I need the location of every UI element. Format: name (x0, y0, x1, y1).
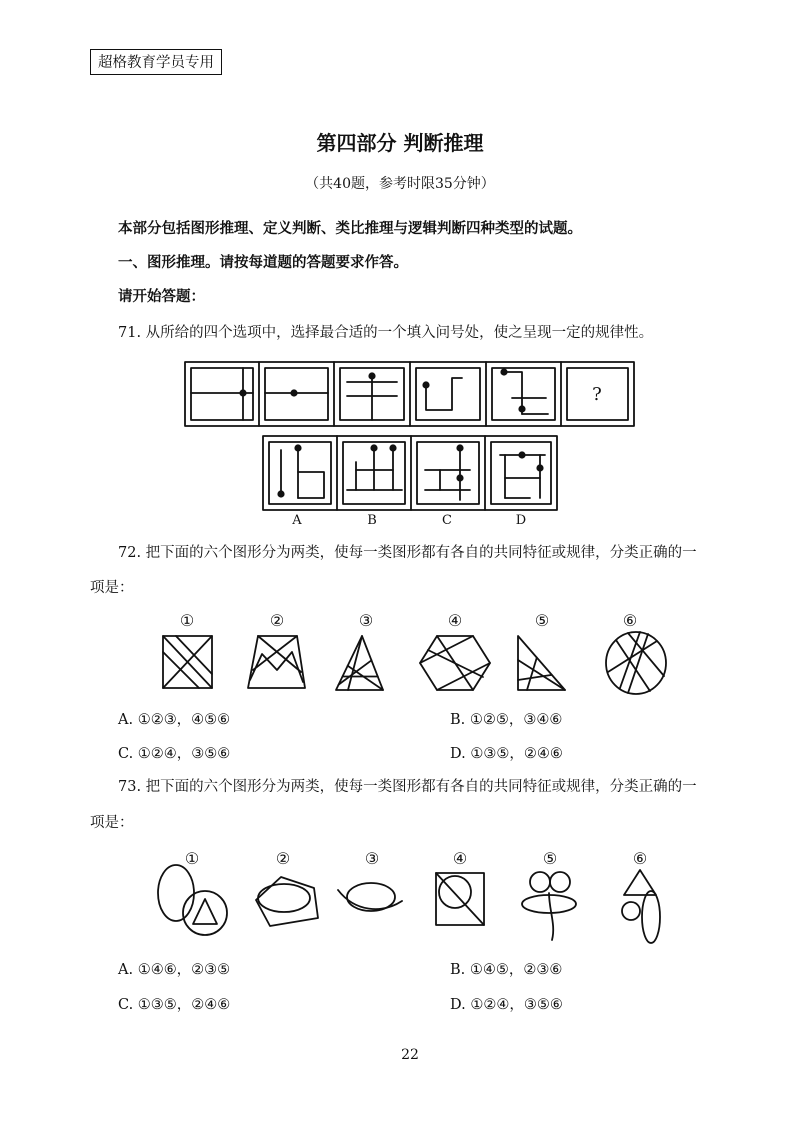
figure-dot (518, 451, 525, 458)
figure-number-6: ⑥ (622, 611, 638, 630)
section-title: 第四部分 判断推理 (316, 131, 484, 155)
q71-option-b-figure (343, 442, 405, 504)
figure-dot (500, 368, 507, 375)
figure-dot (536, 464, 543, 471)
q72-figure-1-square (163, 636, 212, 688)
figure-number-2: ② (269, 611, 285, 630)
q71-option-d-figure (491, 442, 551, 504)
intro-line-1: 本部分包括图形推理、定义判断、类比推理与逻辑判断四种类型的试题。 (118, 220, 582, 237)
right-triangle-shape (518, 636, 565, 690)
ellipse-shape (642, 891, 660, 943)
q71-cell-6 (567, 368, 628, 420)
figure-dot (370, 444, 377, 451)
figure-dot (456, 474, 463, 481)
option-label-b: B (367, 513, 377, 528)
figure-dot (422, 381, 429, 388)
figure-line (620, 632, 640, 688)
q72-stem-line-1: 72. 把下面的六个图形分为两类，使每一类图形都有各自的共同特征或规律，分类正确的一 (118, 545, 697, 561)
q73-figure-1 (158, 865, 227, 935)
intro-line-3: 请开始答题： (118, 288, 205, 305)
intro-line-2: 一、图形推理。请按每道题的答题要求作答。 (118, 254, 408, 271)
q73-figure-2 (256, 877, 318, 926)
option-label-a: A (292, 513, 302, 528)
figure-line (348, 636, 362, 690)
figure-line (436, 873, 484, 925)
q71-cell-3 (340, 368, 404, 420)
q72-option-a: A. ①②③，④⑤⑥ (118, 712, 231, 728)
q71-cell-1 (191, 368, 253, 420)
figure-number-5: ⑤ (542, 849, 558, 868)
q73-stem-line-2: 项是： (90, 815, 134, 831)
q72-option-d: D. ①③⑤，②④⑥ (450, 746, 563, 762)
ellipse-shape (258, 884, 310, 912)
figure-number-5: ⑤ (534, 611, 550, 630)
q73-option-c: C. ①③⑤，②④⑥ (118, 997, 231, 1013)
circle-shape (530, 872, 550, 892)
q72-stem-line-2: 项是： (90, 580, 134, 596)
figure-number-6: ⑥ (632, 849, 648, 868)
header-stamp: 超格教育学员专用 (90, 49, 222, 75)
figure-dot (277, 490, 284, 497)
figure-line (527, 658, 537, 690)
q73-option-d: D. ①②④，③⑤⑥ (450, 997, 563, 1013)
option-label-c: C (442, 513, 452, 528)
q73-option-a: A. ①④⑥，②③⑤ (118, 962, 231, 978)
triangle-shape (193, 899, 217, 924)
q72-option-c: C. ①②④，③⑤⑥ (118, 746, 231, 762)
q73-figure-3 (338, 883, 402, 911)
figure-dot (294, 444, 301, 451)
q71-option-a-figure (269, 442, 331, 504)
q73-figures (158, 849, 660, 943)
figure-line (428, 650, 483, 677)
q72-figure-4-hexagon (420, 636, 490, 690)
figure-number-4: ④ (452, 849, 468, 868)
figure-number-1: ① (184, 849, 200, 868)
figure-number-3: ③ (358, 611, 374, 630)
q72-figure-5-right-triangle (518, 636, 565, 690)
ellipse-shape (158, 865, 194, 921)
circle-shape (622, 902, 640, 920)
q72-figure-6-ellipse (606, 632, 666, 694)
page-number: 22 (401, 1047, 419, 1063)
q71-option-c-figure (417, 442, 479, 504)
figure-number-2: ② (275, 849, 291, 868)
q71-cell-5 (492, 368, 555, 420)
inner-frame (417, 442, 479, 504)
q73-figure-5 (522, 872, 576, 940)
figure-dot (239, 389, 246, 396)
figure-dot (368, 372, 375, 379)
figure-dot (518, 405, 525, 412)
figure-path (298, 472, 324, 498)
figure-number-4: ④ (447, 611, 463, 630)
q72-figures (163, 611, 666, 694)
figure-path (426, 378, 462, 410)
figure-dot (389, 444, 396, 451)
q71-options-row (263, 436, 557, 528)
q73-option-b: B. ①④⑤，②③⑥ (450, 962, 563, 978)
figure-line (608, 641, 657, 672)
inner-frame (491, 442, 551, 504)
figure-number-1: ① (179, 611, 195, 630)
q72-figure-3-triangle (336, 636, 383, 690)
q72-figure-2-trapezoid (248, 636, 305, 688)
curve-line (549, 893, 553, 940)
q73-figure-6 (622, 870, 660, 943)
q71-cell-2 (265, 368, 328, 420)
q72-option-b: B. ①②⑤，③④⑥ (450, 712, 563, 728)
q71-cell-4 (416, 368, 480, 420)
question-mark: ? (592, 384, 602, 405)
figure-number-3: ③ (364, 849, 380, 868)
q73-figure-4 (436, 873, 484, 925)
section-subtitle: （共40题，参考时限35分钟） (305, 176, 495, 192)
circle-shape (550, 872, 570, 892)
figure-line (518, 660, 565, 690)
q71-stem: 71. 从所给的四个选项中，选择最合适的一个填入问号处，使之呈现一定的规律性。 (118, 325, 654, 341)
q71-sequence-row (185, 362, 634, 426)
figure-dot (290, 389, 297, 396)
option-label-d: D (515, 513, 527, 528)
q73-stem-line-1: 73. 把下面的六个图形分为两类，使每一类图形都有各自的共同特征或规律，分类正确的一 (118, 779, 697, 795)
figure-dot (456, 444, 463, 451)
